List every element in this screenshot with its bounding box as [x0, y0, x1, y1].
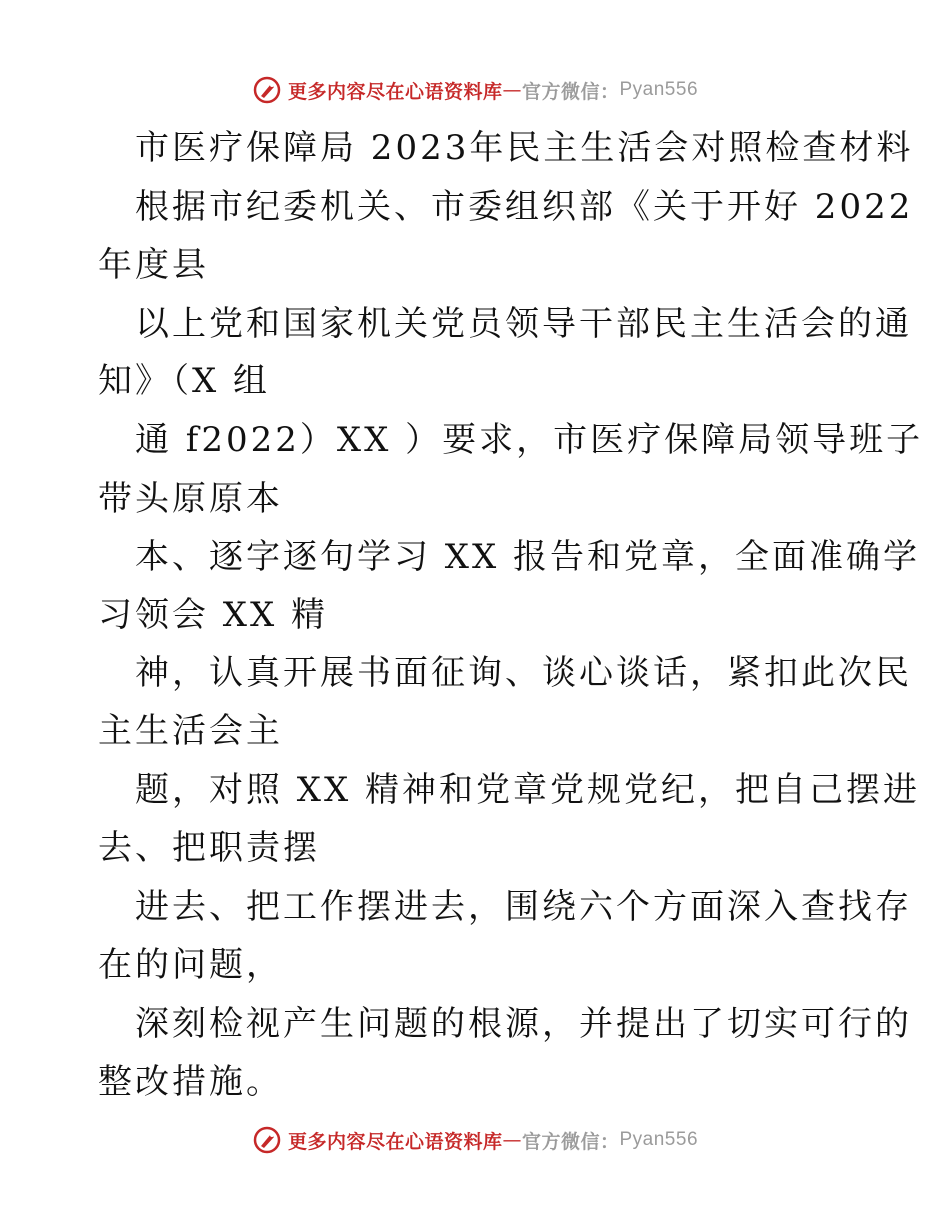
watermark-label: 官方微信：	[521, 80, 620, 103]
paragraph-line: 本、逐字逐句学习 XX 报告和党章，全面准确学	[135, 537, 921, 577]
paragraph-line: 带头原原本	[98, 479, 283, 519]
paragraph-line: 知》（X 组	[98, 361, 271, 401]
document-title: 市医疗保障局 2023年民主生活会对照检查材料	[135, 128, 914, 168]
watermark-separator: —	[502, 1129, 522, 1151]
paragraph-line: 习领会 XX 精	[98, 595, 329, 635]
paragraph-line: 主生活会主	[98, 711, 283, 751]
paragraph-line: 在的问题，	[98, 945, 283, 985]
paragraph-line: 通 f2022）XX ）要求，市医疗保障局领导班子	[135, 420, 924, 460]
watermark-footer	[0, 1120, 950, 1160]
paragraph-line: 去、把职责摆	[98, 828, 320, 868]
paragraph-line: 整改措施。	[98, 1062, 283, 1102]
paragraph-line: 以上党和国家机关党员领导干部民主生活会的通	[135, 304, 912, 344]
paragraph-line: 年度县	[98, 245, 209, 285]
watermark-label: 官方微信：	[521, 1130, 620, 1153]
watermark-highlight: 更多内容尽在心语资料库	[287, 80, 503, 103]
pen-nib-logo-icon	[252, 1125, 282, 1155]
watermark-highlight: 更多内容尽在心语资料库	[287, 1130, 503, 1153]
watermark-account: Pyan556	[619, 79, 699, 100]
watermark-separator: —	[502, 79, 522, 101]
paragraph-line: 进去、把工作摆进去，围绕六个方面深入查找存	[135, 887, 912, 927]
paragraph-line: 题，对照 XX 精神和党章党规党纪，把自己摆进	[135, 770, 921, 810]
paragraph-line: 根据市纪委机关、市委组织部《关于开好 2022	[135, 187, 914, 227]
paragraph-line: 神，认真开展书面征询、谈心谈话，紧扣此次民	[135, 653, 912, 693]
paragraph-line: 深刻检视产生问题的根源，并提出了切实可行的	[135, 1004, 912, 1044]
watermark-account: Pyan556	[619, 1129, 699, 1150]
